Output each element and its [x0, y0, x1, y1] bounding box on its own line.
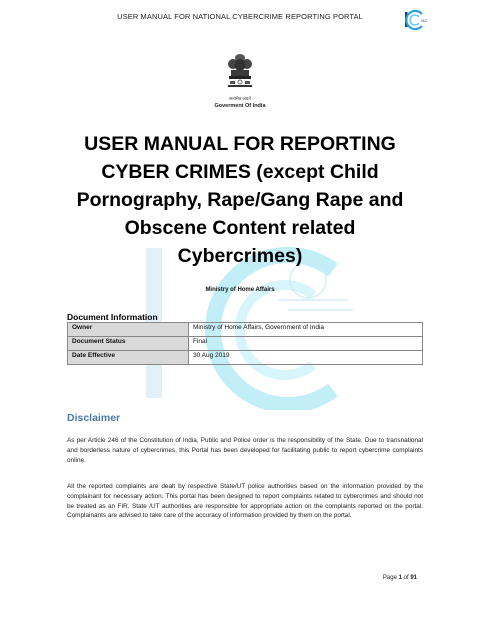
page-prefix: Page	[382, 575, 397, 581]
page-number	[383, 575, 417, 581]
date-value: 30 Aug 2019	[189, 351, 423, 365]
header-logo-text: I4C	[421, 18, 428, 23]
document-information-heading: Document Information	[67, 312, 158, 322]
date-key: Date Effective	[68, 351, 189, 365]
page-total: 91	[410, 575, 417, 581]
disclaimer-heading: Disclaimer	[67, 412, 121, 424]
owner-key: Owner	[68, 323, 189, 337]
i4c-logo-icon	[402, 8, 428, 32]
owner-value: Ministry of Home Affairs, Government of India	[189, 323, 423, 337]
page-of: of	[403, 575, 409, 581]
ministry-label: Ministry of Home Affairs	[205, 287, 275, 293]
page-current: 1	[398, 575, 402, 581]
table-row	[68, 337, 423, 351]
document-information-table	[67, 322, 423, 365]
running-header: USER MANUAL FOR NATIONAL CYBERCRIME REPORTING PORTAL	[117, 12, 363, 21]
emblem-motto: सत्यमेव जयते	[229, 96, 251, 101]
table-row	[68, 323, 423, 337]
table-row	[68, 351, 423, 365]
status-key: Document Status	[68, 337, 189, 351]
national-emblem-icon	[224, 52, 256, 94]
document-title: USER MANUAL FOR REPORTING CYBER CRIMES (except Child Pornography, Rape/Gang Rape and Obscene Content related Cybercrimes)	[76, 133, 404, 267]
disclaimer-paragraph-2: All the reported complaints are dealt by respective State/UT police authorities based on the information provided by the complainant for necessary action. This portal has been designed to report complaints related to cybercrimes and should not be treated as an FIR. State /UT authorities are responsible for appropriate action on the complaints reported on the portal. Complainants are advised to take care of the accuracy of information provided by them on the portal.	[67, 483, 423, 520]
status-value: Final	[189, 337, 423, 351]
government-label: Goverment Of India	[214, 103, 266, 109]
disclaimer-paragraph-1: As per Article 246 of the Constitution of India, Public and Police order is the responsibility of the State. Due to transnational and borderless nature of cybercrimes, this Portal has been developed for facilitating public to report cybercrime complaints online.	[67, 437, 423, 464]
